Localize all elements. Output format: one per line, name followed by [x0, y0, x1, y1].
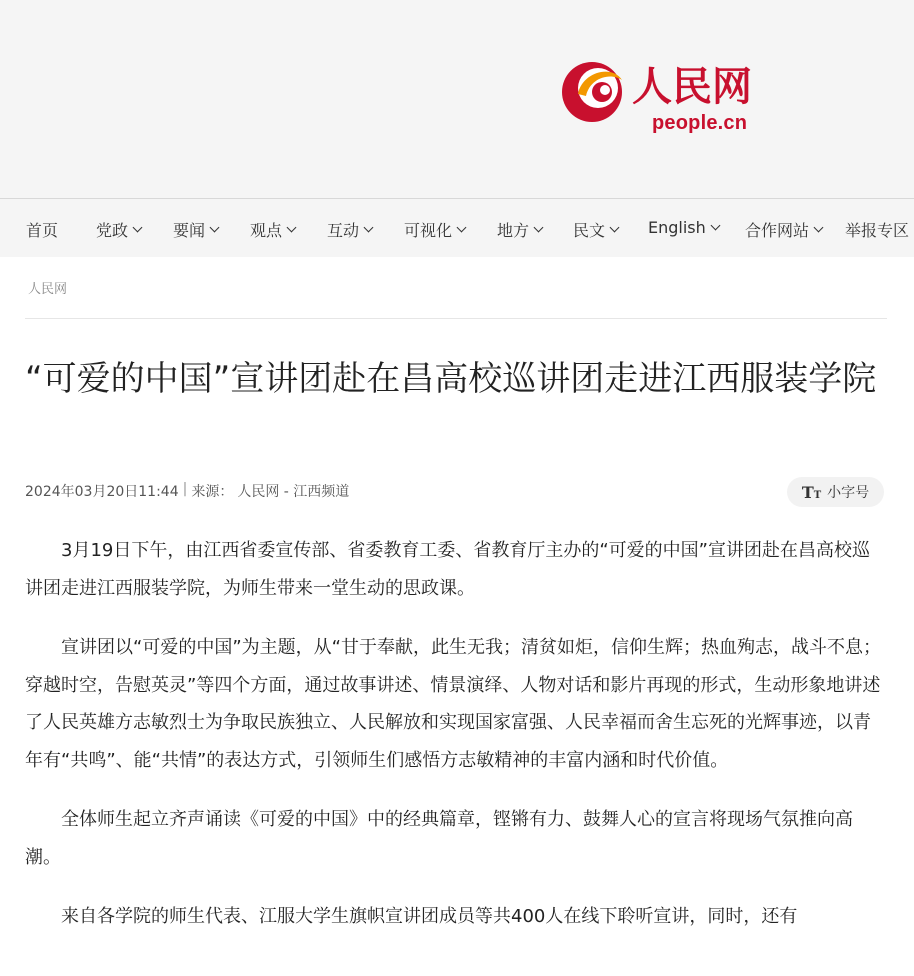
- logo-en-text: people.cn: [652, 112, 748, 134]
- paragraph: 宣讲团以“可爱的中国”为主题，从“甘于奉献，此生无我；清贫如炬，信仰生辉；热血殉志，战斗不息；穿越时空，告慰英灵”等四个方面，通过故事讲述、情景演绎、人物对话和影片再现的形式，生动形象地讲述了人民英雄方志敏烈士为争取民族独立、人民解放和实现国家富强、人民幸福而舍生忘死的光辉事迹，以青年有“共鸣”、能“共情”的表达方式，引领师生们感悟方志敏精神的丰富内涵和时代价值。: [25, 637, 881, 771]
- chevron-down-icon: [133, 223, 143, 233]
- font-size-toggle-button[interactable]: [787, 477, 884, 507]
- font-size-icon: TT: [801, 482, 822, 502]
- paragraph: 来自各学院的师生代表、江服大学生旗帜宣讲团成员等共400人在线下聆听宣讲，同时，还有: [61, 906, 798, 927]
- nav-item-visual[interactable]: 可视化: [404, 218, 465, 241]
- breadcrumb[interactable]: 人民网: [28, 282, 68, 297]
- source-label: 来源：: [191, 484, 234, 500]
- logo-cn-text: 人民网: [632, 63, 752, 110]
- chevron-down-icon: [287, 223, 297, 233]
- chevron-down-icon: [534, 223, 544, 233]
- nav-item-news[interactable]: 要闻: [173, 218, 218, 241]
- paragraph: 全体师生起立齐声诵读《可爱的中国》中的经典篇章，铿锵有力、鼓舞人心的宣言将现场气氛推向高潮。: [25, 809, 853, 868]
- article-body: [25, 532, 887, 958]
- meta-separator: |: [182, 481, 188, 497]
- font-size-label: 小字号: [827, 485, 870, 501]
- publish-datetime: 2024年03月20日11:44: [25, 484, 179, 500]
- nav-item-english[interactable]: English: [648, 218, 719, 237]
- nav-item-report[interactable]: 举报专区: [845, 221, 910, 240]
- paragraph: 3月19日下午，由江西省委宣传部、省委教育工委、省教育厅主办的“可爱的中国”宣讲团赴在昌高校巡讲团走进江西服装学院，为师生带来一堂生动的思政课。: [25, 540, 871, 599]
- nav-item-minwen[interactable]: 民文: [573, 218, 618, 241]
- chevron-down-icon: [210, 223, 220, 233]
- chevron-down-icon: [710, 221, 720, 231]
- article-title: “可爱的中国”宣讲团赴在昌高校巡讲团走进江西服装学院: [25, 359, 877, 399]
- chevron-down-icon: [364, 223, 374, 233]
- chevron-down-icon: [814, 223, 824, 233]
- nav-item-local[interactable]: 地方: [497, 218, 542, 241]
- chevron-down-icon: [457, 223, 467, 233]
- article-meta: [25, 481, 349, 501]
- nav-item-interaction[interactable]: 互动: [327, 218, 372, 241]
- nav-item-home[interactable]: 首页: [26, 221, 59, 240]
- breadcrumb-bar: [25, 256, 887, 319]
- nav-item-partners[interactable]: 合作网站: [745, 218, 822, 241]
- site-header: [0, 0, 914, 199]
- nav-item-party[interactable]: 党政: [96, 218, 141, 241]
- source-link[interactable]: 人民网 - 江西频道: [237, 484, 350, 500]
- nav-item-opinion[interactable]: 观点: [250, 218, 295, 241]
- chevron-down-icon: [610, 223, 620, 233]
